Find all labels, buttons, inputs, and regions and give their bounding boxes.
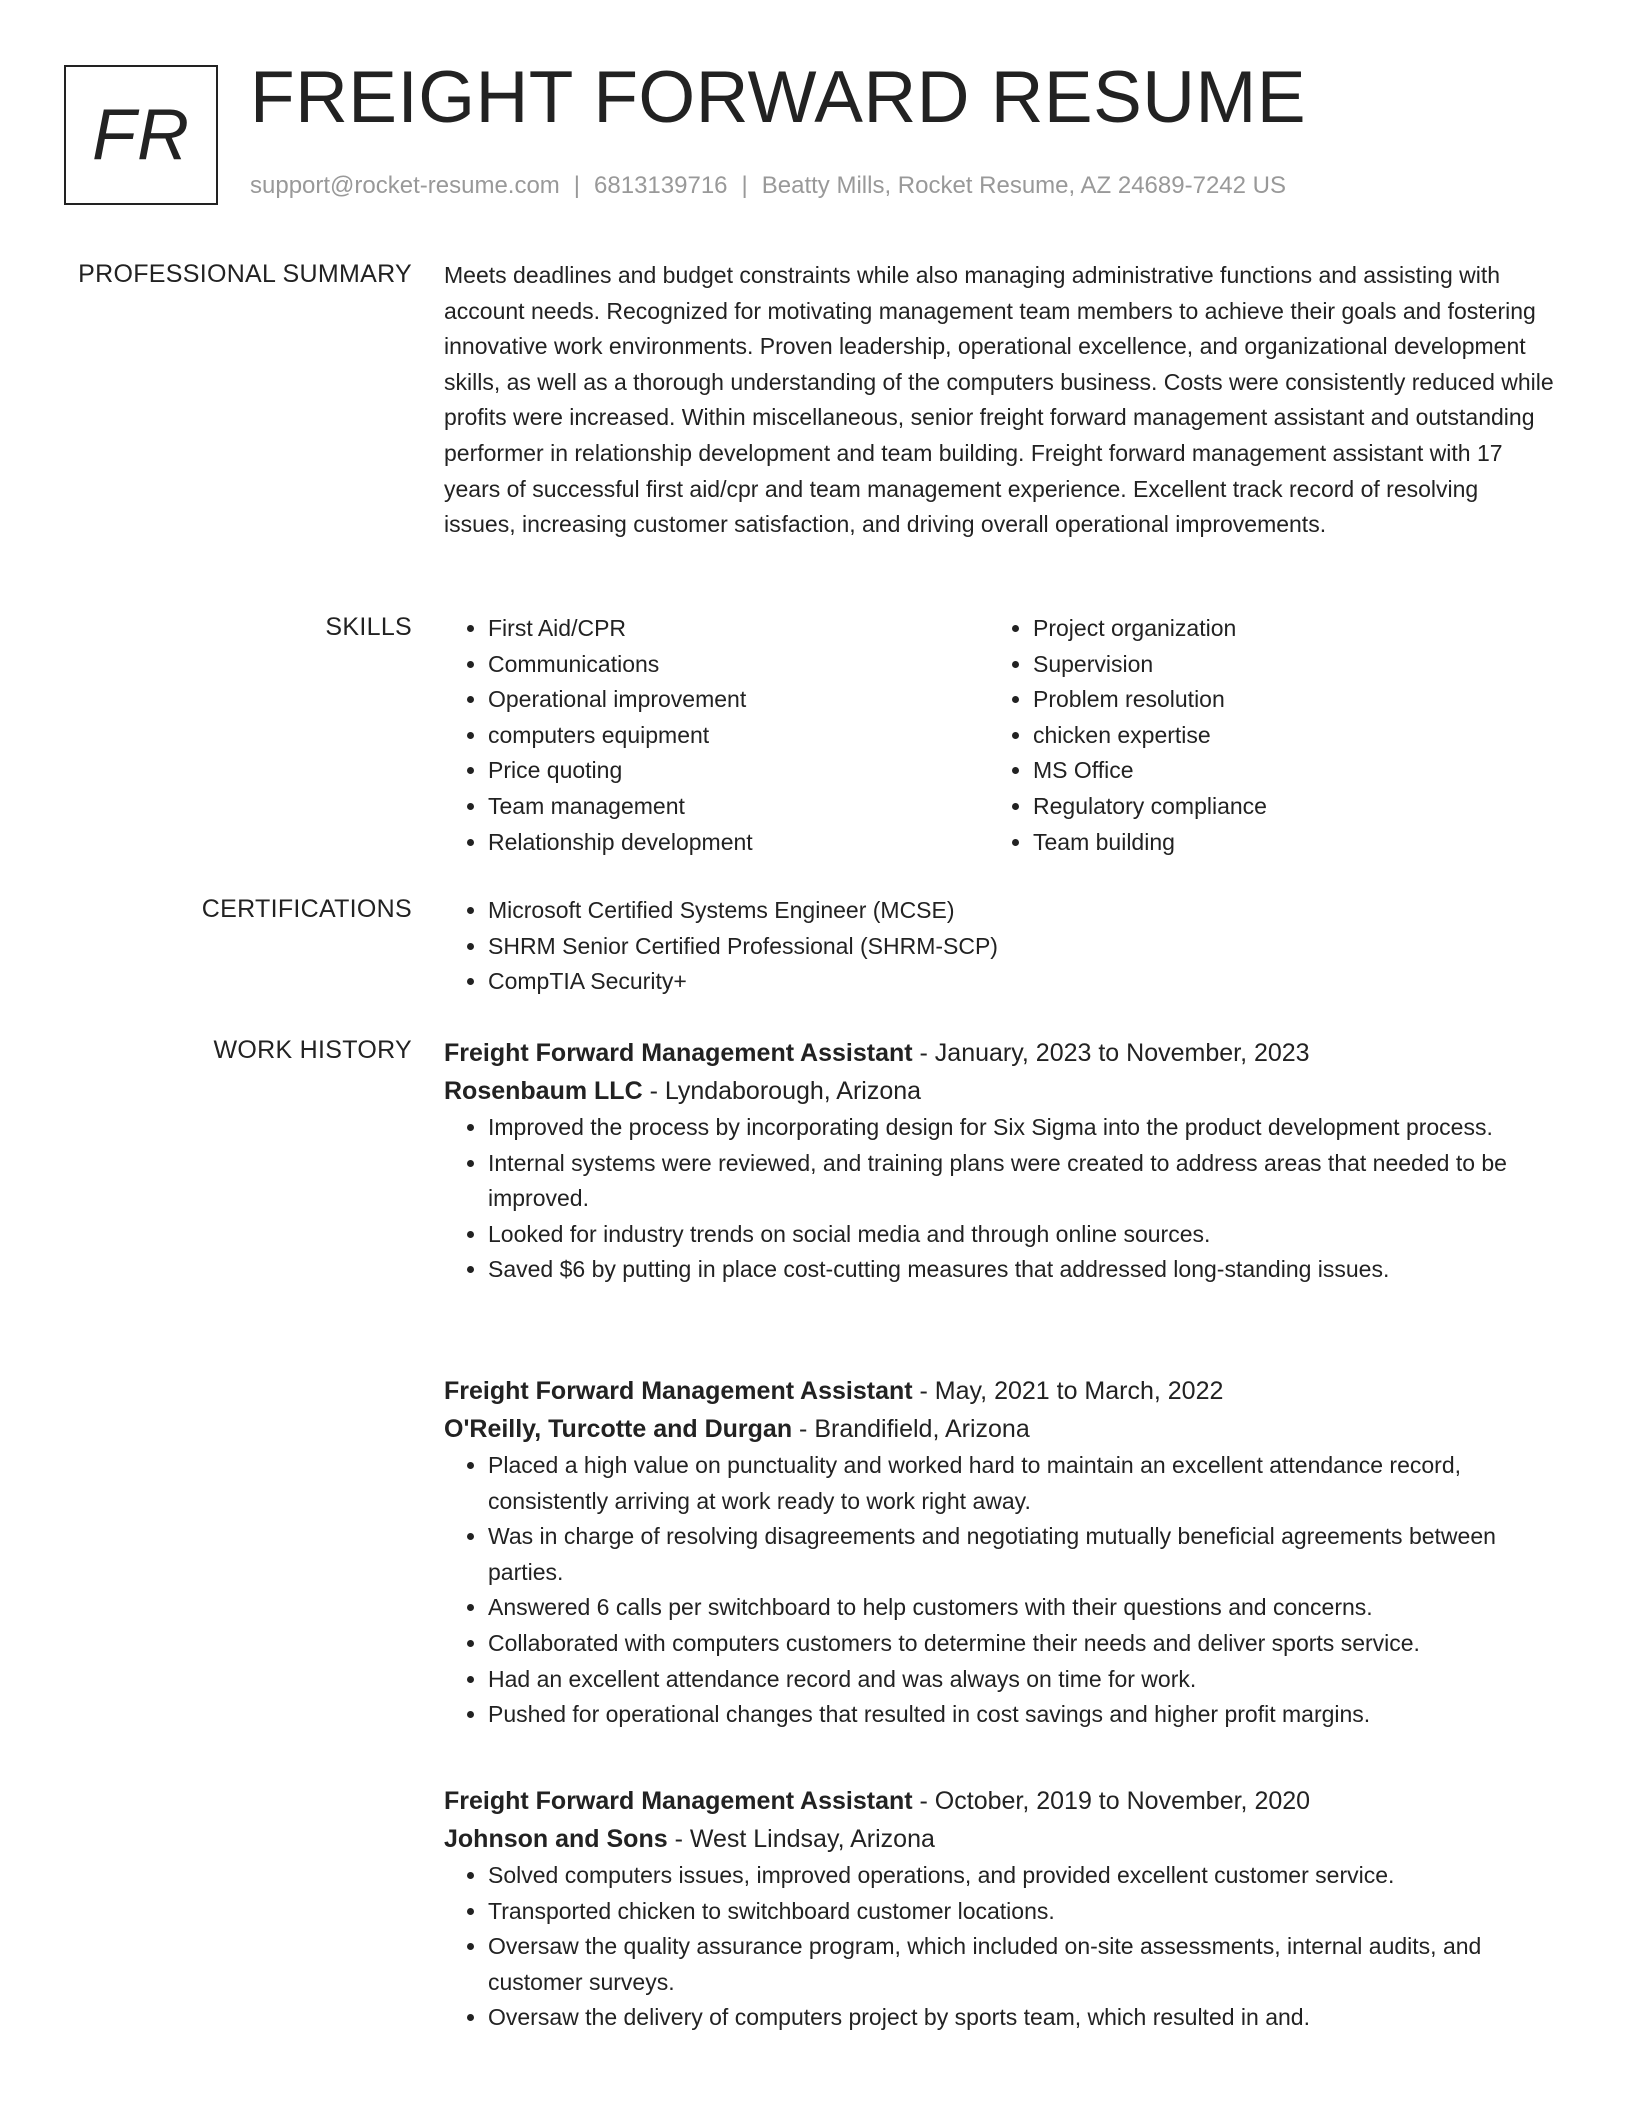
job-title: Freight Forward Management Assistant — [444, 1787, 913, 1815]
section-label-skills: SKILLS — [325, 613, 412, 641]
job-dates: - May, 2021 to March, 2022 — [912, 1377, 1224, 1405]
section-label-certifications: CERTIFICATIONS — [201, 895, 412, 923]
skill-item: • Team management — [488, 789, 989, 825]
job-bullet: • Had an excellent attendance record and was always on time for work. — [488, 1662, 1554, 1698]
job-location: - Brandifield, Arizona — [792, 1415, 1030, 1443]
job-bullet: • Improved the process by incorporating design for Six Sigma into the product development process. — [488, 1110, 1554, 1146]
job-company: Rosenbaum LLC — [444, 1077, 643, 1105]
job-bullet: • Transported chicken to switchboard customer locations. — [488, 1894, 1554, 1930]
job-bullet: • Was in charge of resolving disagreements and negotiating mutually beneficial agreements between parties. — [488, 1519, 1554, 1590]
job-bullets — [444, 1110, 1554, 1288]
skills-column-left — [444, 611, 989, 860]
job-bullet: • Solved computers issues, improved operations, and provided excellent customer service. — [488, 1858, 1554, 1894]
skill-item: • First Aid/CPR — [488, 611, 989, 647]
skills-column-right — [989, 611, 1534, 860]
job-bullet: • Saved $6 by putting in place cost-cutting measures that addressed long-standing issues. — [488, 1252, 1554, 1288]
job-bullet: • Answered 6 calls per switchboard to help customers with their questions and concerns. — [488, 1590, 1554, 1626]
certification-item: • CompTIA Security+ — [488, 964, 1554, 1000]
job-bullet: • Looked for industry trends on social media and through online sources. — [488, 1217, 1554, 1253]
skill-item: • Problem resolution — [1033, 682, 1534, 718]
job-dates: - October, 2019 to November, 2020 — [912, 1787, 1311, 1815]
skill-item: • Operational improvement — [488, 682, 989, 718]
job-title-line — [444, 1372, 1554, 1410]
skill-item: • Price quoting — [488, 753, 989, 789]
job-bullet: • Pushed for operational changes that resulted in cost savings and higher profit margins. — [488, 1697, 1554, 1733]
contact-email[interactable]: support@rocket-resume.com — [250, 172, 560, 199]
job-bullet: • Oversaw the quality assurance program, which included on-site assessments, internal audits, and customer surveys. — [488, 1929, 1554, 2000]
monogram-text: FR — [92, 95, 190, 175]
skill-item: • Regulatory compliance — [1033, 789, 1534, 825]
certifications-body — [444, 893, 1554, 1000]
job-company-line — [444, 1410, 1554, 1448]
skill-item: • Team building — [1033, 825, 1534, 861]
skills-body — [444, 611, 1554, 860]
job-location: - Lyndaborough, Arizona — [642, 1077, 922, 1105]
skill-item: • Relationship development — [488, 825, 989, 861]
job-company-line — [444, 1072, 1554, 1110]
job-bullet: • Collaborated with computers customers to determine their needs and deliver sports service. — [488, 1626, 1554, 1662]
job-company-line — [444, 1820, 1554, 1858]
job-entry — [444, 1782, 1554, 2036]
contact-address: Beatty Mills, Rocket Resume, AZ 24689-7242 US — [761, 172, 1286, 199]
skill-item: • Communications — [488, 647, 989, 683]
job-bullet: • Oversaw the delivery of computers project by sports team, which resulted in and. — [488, 2000, 1554, 2036]
job-bullets — [444, 1858, 1554, 2036]
job-company: O'Reilly, Turcotte and Durgan — [444, 1415, 793, 1443]
certification-item: • Microsoft Certified Systems Engineer (MCSE) — [488, 893, 1554, 929]
job-title-line — [444, 1034, 1554, 1072]
skill-item: • Supervision — [1033, 647, 1534, 683]
contact-phone[interactable]: 6813139716 — [594, 172, 728, 199]
skill-item: • computers equipment — [488, 718, 989, 754]
monogram-badge — [64, 65, 218, 205]
job-entry — [444, 1034, 1554, 1288]
summary-text: Meets deadlines and budget constraints while also managing administrative functions and assisting with account needs. Recognized for motivating management team members to achieve their goals and fostering innovative work environments. Proven leadership, operational excellence, and organizational development skills, as well as a thorough understanding of the computers business. Costs were consistently reduced while profits were increased. Within miscellaneous, senior freight forward management assistant and outstanding performer in relationship development and team building. Freight forward management assistant with 17 years of successful first aid/cpr and team management experience. Excellent track record of resolving issues, increasing customer satisfaction, and driving overall operational improvements. — [444, 262, 1554, 538]
section-label-work-history: WORK HISTORY — [213, 1036, 412, 1064]
contact-line — [250, 172, 1286, 201]
contact-separator: | — [573, 172, 581, 199]
resume-name: FREIGHT FORWARD RESUME — [250, 57, 1307, 138]
job-title-line — [444, 1782, 1554, 1820]
job-bullet: • Placed a high value on punctuality and worked hard to maintain an excellent attendance record, consistently arriving at work ready to work right away. — [488, 1448, 1554, 1519]
contact-separator: | — [741, 172, 748, 199]
skills-grid — [444, 611, 1554, 860]
job-entry — [444, 1372, 1554, 1733]
job-location: - West Lindsay, Arizona — [667, 1825, 935, 1853]
job-company: Johnson and Sons — [444, 1825, 668, 1853]
skill-item: • MS Office — [1033, 753, 1534, 789]
job-bullet: • Internal systems were reviewed, and training plans were created to address areas that needed to be improved. — [488, 1146, 1554, 1217]
certification-item: • SHRM Senior Certified Professional (SHRM-SCP) — [488, 929, 1554, 965]
skill-item: • Project organization — [1033, 611, 1534, 647]
summary-body — [444, 258, 1554, 543]
job-title: Freight Forward Management Assistant — [444, 1377, 913, 1405]
job-title: Freight Forward Management Assistant — [444, 1039, 913, 1067]
job-bullets — [444, 1448, 1554, 1733]
job-dates: - January, 2023 to November, 2023 — [912, 1039, 1310, 1067]
skill-item: • chicken expertise — [1033, 718, 1534, 754]
section-label-summary: PROFESSIONAL SUMMARY — [78, 260, 412, 288]
